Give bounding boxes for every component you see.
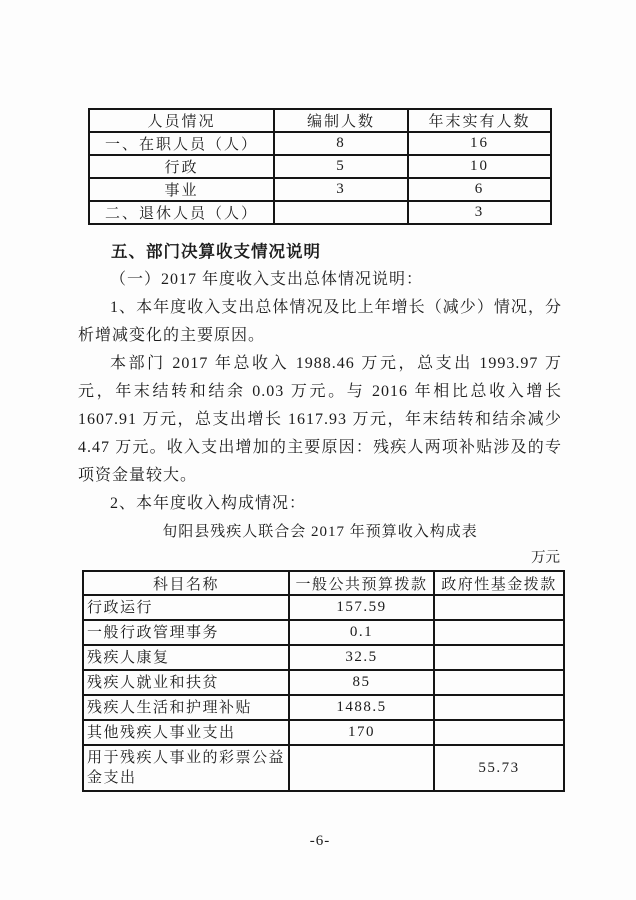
personnel-category-cell: 二、退休人员（人） [89, 201, 274, 224]
personnel-table-header-row [89, 109, 551, 132]
paragraph-item-1: 1、本年度收入支出总体情况及比上年增长（减少）情况，分析增减变化的主要原因。 [78, 299, 562, 344]
budget-header-subject: 科目名称 [83, 571, 289, 595]
table-row [83, 695, 564, 720]
personnel-category-cell: 一、在职人员（人） [89, 132, 274, 155]
table-row [89, 155, 551, 178]
budget-subject-cell: 残疾人生活和护理补贴 [83, 695, 289, 720]
budget-subject-cell: 残疾人康复 [83, 645, 289, 670]
budget-fund-cell: 55.73 [434, 745, 564, 791]
budget-table-header-row [83, 571, 564, 595]
budget-header-general: 一般公共预算拨款 [289, 571, 434, 595]
section-heading: 五、部门决算收支情况说明 [111, 243, 321, 261]
budget-fund-cell [434, 720, 564, 745]
unit-label: 万元 [531, 550, 560, 566]
personnel-authorized-cell: 8 [274, 132, 408, 155]
budget-subject-cell: 行政运行 [83, 595, 289, 620]
personnel-actual-cell: 6 [408, 178, 551, 201]
table-row [83, 595, 564, 620]
table-row [83, 645, 564, 670]
budget-general-cell: 32.5 [289, 645, 434, 670]
budget-table-title: 旬阳县残疾人联合会 2017 年预算收入构成表 [162, 524, 478, 540]
table-row [89, 178, 551, 201]
table-row [83, 720, 564, 745]
page-number: -6- [309, 833, 331, 849]
personnel-actual-cell: 3 [408, 201, 551, 224]
table-row [89, 132, 551, 155]
budget-fund-cell [434, 670, 564, 695]
budget-general-cell: 170 [289, 720, 434, 745]
personnel-header-authorized: 编制人数 [274, 109, 408, 132]
budget-fund-cell [434, 645, 564, 670]
table-row [83, 620, 564, 645]
paragraph-item-2: 2、本年度收入构成情况： [110, 495, 307, 512]
table-row [89, 201, 551, 224]
personnel-header-category: 人员情况 [89, 109, 274, 132]
budget-general-cell: 85 [289, 670, 434, 695]
table-row [83, 745, 564, 791]
budget-fund-cell [434, 620, 564, 645]
personnel-actual-cell: 16 [408, 132, 551, 155]
table-row [83, 670, 564, 695]
personnel-header-actual: 年末实有人数 [408, 109, 551, 132]
budget-subject-cell: 残疾人就业和扶贫 [83, 670, 289, 695]
budget-general-cell [289, 745, 434, 791]
personnel-authorized-cell [274, 201, 408, 224]
budget-subject-cell: 用于残疾人事业的彩票公益金支出 [83, 745, 289, 791]
paragraph-detail: 本部门 2017 年总收入 1988.46 万元，总支出 1993.97 万元，年末结转和结余 0.03 万元。与 2016 年相比总收入增长 1607.91 万元，总支出增长 1617.93 万元，年末结转和结余减少 4.47 万元。收入支出增加的主要原因：残疾人两项补贴涉及的专项资金量较大。 [78, 355, 562, 484]
budget-subject-cell: 其他残疾人事业支出 [83, 720, 289, 745]
budget-general-cell: 0.1 [289, 620, 434, 645]
budget-fund-cell [434, 595, 564, 620]
personnel-authorized-cell: 5 [274, 155, 408, 178]
budget-header-fund: 政府性基金拨款 [434, 571, 564, 595]
budget-general-cell: 1488.5 [289, 695, 434, 720]
personnel-authorized-cell: 3 [274, 178, 408, 201]
budget-fund-cell [434, 695, 564, 720]
budget-subject-cell: 一般行政管理事务 [83, 620, 289, 645]
personnel-category-cell: 行政 [89, 155, 274, 178]
paragraph-overview-title: （一）2017 年度收入支出总体情况说明： [110, 271, 424, 288]
personnel-category-cell: 事业 [89, 178, 274, 201]
personnel-actual-cell: 10 [408, 155, 551, 178]
personnel-table [88, 108, 552, 225]
budget-general-cell: 157.59 [289, 595, 434, 620]
budget-table [82, 570, 565, 792]
